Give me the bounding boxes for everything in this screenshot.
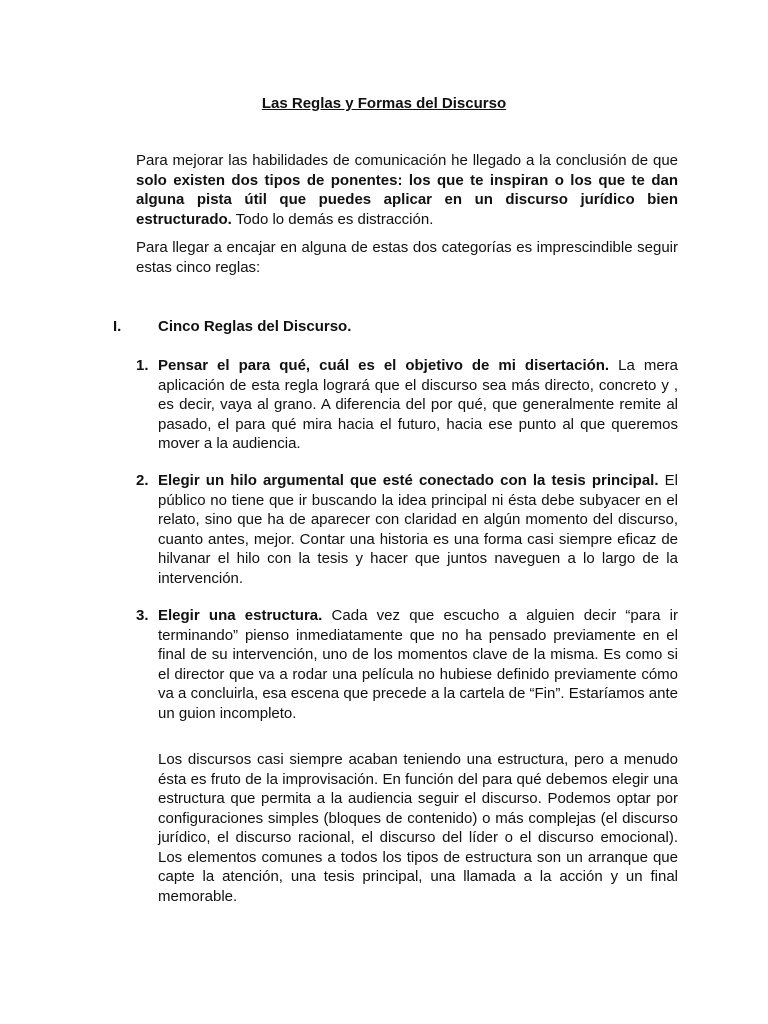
rule-body [158, 471, 678, 588]
section-numeral: I. [113, 318, 122, 335]
rule-bold-text: Pensar el para qué, cuál es el objetivo de mi disertación. [158, 357, 610, 374]
rule-bold-text: Elegir una estructura. [158, 607, 323, 624]
rule-text: La mera aplicación de esta regla logrará que el discurso sea más directo, concreto y , es decir, vaya al grano. A diferencia del por qué, que generalmente remite al pasado, el para qué mira hacia el futuro, hacia ese punto al que queremos mover a la audiencia. [158, 357, 678, 452]
rule-body [158, 606, 678, 723]
document-title: Las Reglas y Formas del Discurso [261, 95, 507, 112]
rule-number: 1. [136, 357, 149, 374]
intro-bold-text: solo existen dos tipos de ponentes: los que te inspiran o los que te dan alguna pista útil que puedes aplicar en un discurso jurídico bien estructurado. [136, 171, 678, 228]
intro-paragraph [136, 151, 678, 229]
rule-bold-text: Elegir un hilo argumental que esté conectado con la tesis principal. [158, 472, 659, 489]
rule-number: 2. [136, 472, 149, 489]
intro-paragraph-2: Para llegar a encajar en alguna de estas dos categorías es imprescindible seguir estas cinco reglas: [136, 239, 678, 276]
rule-body [158, 356, 678, 454]
rule-number: 3. [136, 607, 149, 624]
intro-text-after: Todo lo demás es distracción. [231, 210, 434, 228]
structure-paragraph: Los discursos casi siempre acaban teniendo una estructura, pero a menudo ésta es fruto de la improvisación. En función del para qué debemos elegir una estructura que permita a la audiencia seguir el discurso. Podemos optar por configuraciones simples (bloques de contenido) o más complejas (el discurso jurídico, el discurso racional, el discurso del líder o el discurso emocional). Los elementos comunes a todos los tipos de estructura son un arranque que capte la atención, una tesis principal, una llamada a la acción y un final memorable. [158, 751, 678, 905]
intro-text-before: Para mejorar las habilidades de comunicación he llegado a la conclusión de que [136, 152, 678, 169]
rule-text: Cada vez que escucho a alguien decir “para ir terminando” pienso inmediatamente que no ha pensado previamente en el final de su intervención, uno de los momentos clave de la misma. Es como si el director que va a rodar una película no hubiese definido previamente cómo va a concluirla, esa escena que precede a la cartela de “Fin”. Estaríamos ante un guion incompleto. [158, 607, 678, 722]
section-title: Cinco Reglas del Discurso. [158, 318, 352, 335]
rule-text: El público no tiene que ir buscando la idea principal ni ésta debe subyacer en el relato, sino que ha de aparecer con claridad en algún momento del discurso, cuanto antes, mejor. Contar una historia es una forma casi siempre eficaz de hilvanar el hilo con la tesis y hacer que juntos naveguen a lo largo de la intervención. [158, 472, 678, 587]
